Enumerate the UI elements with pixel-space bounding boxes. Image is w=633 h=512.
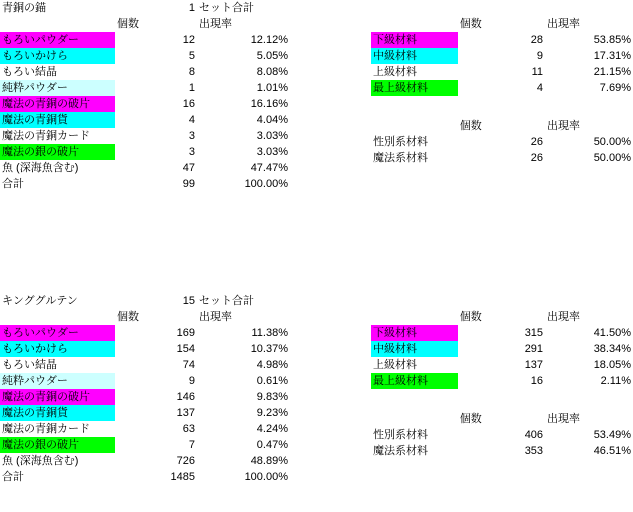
type-header-count: 個数 [459,119,482,132]
grade-name: 下級材料 [371,32,458,48]
total-rate: 100.00% [244,177,288,190]
item-name: 純粋パウダー [0,373,115,389]
table-row [0,80,371,96]
grade-name: 中級材料 [371,341,458,357]
type-rate: 50.00% [593,151,631,164]
item-rate: 48.89% [250,454,288,467]
item-count: 169 [176,326,195,339]
spacer-cell [290,144,371,160]
section-2-title: キンググルテン [2,294,78,307]
spacer-cell [290,469,371,485]
section-2-item-table [0,293,371,485]
type-name: 性別系材料 [373,428,428,441]
grade-count: 9 [536,49,544,62]
section-1-type-header-row [371,118,633,134]
item-count: 154 [176,342,195,355]
item-name: 魔法の青銅貨 [0,112,115,128]
spacer-cell [290,16,371,32]
section-1-item-table [0,0,371,192]
grade-name: 最上級材料 [371,80,458,96]
table-row-total [0,176,371,192]
table-row [371,32,633,48]
spacer-cell [290,112,371,128]
spacer-cell [290,128,371,144]
section-2-set-label: セット合計 [199,294,254,307]
type-header-rate: 出現率 [547,412,581,425]
item-count: 63 [182,422,195,435]
table-row [0,437,371,453]
section-1-set-label: セット合計 [199,1,254,14]
spacer-cell [371,118,458,134]
table-row [0,389,371,405]
spacer-row [371,0,633,16]
item-count: 8 [188,65,195,78]
type-name: 魔法系材料 [373,444,428,457]
section-1-header-count: 個数 [117,17,139,30]
type-header-count: 個数 [459,412,482,425]
section-2-header-rate: 出現率 [199,310,232,323]
grade-name: 最上級材料 [371,373,458,389]
type-name: 性別系材料 [373,135,428,148]
table-row [0,128,371,144]
item-rate: 4.24% [256,422,288,435]
spacer-cell [0,16,115,32]
item-rate: 16.16% [250,97,288,110]
table-row [371,48,633,64]
table-row [0,64,371,80]
item-name: もろいかけら [0,341,115,357]
table-row [0,48,371,64]
total-rate: 100.00% [244,470,288,483]
table-row [371,325,633,341]
item-rate: 4.04% [256,113,288,126]
spacer-cell [545,293,633,309]
item-name: 魔法の銀の破片 [0,144,115,160]
item-name: もろいパウダー [0,325,115,341]
type-count: 406 [524,428,544,441]
grade-rate: 2.11% [600,374,631,387]
spacer-cell [290,437,371,453]
table-row [371,373,633,389]
item-name: 魚 (深海魚含む) [2,454,79,467]
spacer-cell [290,357,371,373]
table-row [371,150,633,166]
item-name: 魚 (深海魚含む) [2,161,79,174]
grade-count: 291 [524,342,544,355]
item-count: 12 [182,33,195,46]
table-row [0,160,371,176]
section-2-grade-header-row [371,309,633,325]
table-row [0,453,371,469]
section-1-title: 青銅の錨 [2,1,46,14]
table-row [371,80,633,96]
table-row [0,325,371,341]
grade-count: 4 [536,81,544,94]
grade-rate: 53.85% [593,33,631,46]
spacer-cell [290,48,371,64]
table-row [0,341,371,357]
item-rate: 1.01% [256,81,288,94]
type-rate: 53.49% [593,428,631,441]
spacer-cell [290,176,371,192]
item-name: もろい結晶 [0,357,115,373]
spacer-cell [290,64,371,80]
item-rate: 5.05% [256,49,288,62]
table-row [371,443,633,459]
section-2-type-header-row [371,411,633,427]
spacer-cell [371,309,458,325]
spacer-cell [371,293,458,309]
grade-header-rate: 出現率 [547,17,581,30]
item-count: 137 [176,406,195,419]
item-count: 3 [188,145,195,158]
section-1-grade-table [371,0,633,96]
item-name: 魔法の青銅の破片 [0,96,115,112]
spacer-row [371,293,633,309]
spacer-cell [290,389,371,405]
grade-rate: 21.15% [593,65,631,78]
item-count: 47 [182,161,195,174]
grade-rate: 7.69% [599,81,631,94]
item-count: 4 [188,113,195,126]
section-1-set-count: 1 [188,1,195,14]
item-count: 16 [182,97,195,110]
total-count: 1485 [170,470,195,483]
grade-name: 下級材料 [371,325,458,341]
item-name: もろい結晶 [0,64,115,80]
table-row [371,427,633,443]
grade-name: 中級材料 [371,48,458,64]
type-rate: 46.51% [593,444,631,457]
item-name: 魔法の銀の破片 [0,437,115,453]
spacer-cell [290,405,371,421]
type-count: 353 [524,444,544,457]
item-rate: 0.61% [256,374,288,387]
grade-rate: 17.31% [593,49,631,62]
spacer-cell [290,341,371,357]
spacer-cell [290,80,371,96]
type-name: 魔法系材料 [373,151,428,164]
grade-header-rate: 出現率 [547,310,581,323]
section-1-header-rate: 出現率 [199,17,232,30]
section-1-grade-header-row [371,16,633,32]
item-count: 7 [188,438,195,451]
item-count: 9 [188,374,195,387]
table-row [0,96,371,112]
spacer-cell [290,453,371,469]
item-count: 3 [188,129,195,142]
section-2-grade-table [371,293,633,389]
item-name: 魔法の青銅の破片 [0,389,115,405]
item-rate: 47.47% [250,161,288,174]
item-count: 1 [188,81,195,94]
item-rate: 11.38% [251,326,288,339]
item-rate: 10.37% [250,342,288,355]
type-header-rate: 出現率 [547,119,581,132]
spacer-cell [290,32,371,48]
table-row [371,134,633,150]
spacer-cell [290,421,371,437]
type-count: 26 [530,151,544,164]
table-row [0,32,371,48]
section-2-header-row [0,309,371,325]
spacer-cell [290,309,371,325]
section-1-type-table [371,118,633,166]
grade-name: 上級材料 [371,357,458,373]
item-rate: 9.83% [256,390,288,403]
grade-count: 137 [524,358,544,371]
spacer-cell [290,96,371,112]
item-name: 純粋パウダー [0,80,115,96]
section-2-title-row [0,293,371,309]
total-label: 合計 [2,470,24,483]
spacer-cell [290,0,371,16]
section-2-header-count: 個数 [117,310,139,323]
spacer-cell [371,0,458,16]
section-1-header-row [0,16,371,32]
grade-header-count: 個数 [459,17,482,30]
spacer-cell [458,293,545,309]
spacer-cell [290,160,371,176]
table-row [0,373,371,389]
total-count: 99 [182,177,195,190]
grade-count: 11 [531,65,544,78]
table-row [371,64,633,80]
table-row [371,357,633,373]
grade-count: 16 [530,374,544,387]
table-row [371,341,633,357]
item-rate: 12.12% [250,33,288,46]
type-count: 26 [530,135,544,148]
item-count: 74 [182,358,195,371]
item-name: もろいパウダー [0,32,115,48]
grade-header-count: 個数 [459,310,482,323]
grade-rate: 38.34% [593,342,631,355]
section-2-set-count: 15 [182,294,195,307]
item-name: 魔法の青銅カード [0,128,115,144]
table-row [0,112,371,128]
spacer-cell [371,411,458,427]
grade-count: 28 [530,33,544,46]
spacer-cell [290,373,371,389]
table-row [0,405,371,421]
item-rate: 9.23% [256,406,288,419]
spacer-cell [290,293,371,309]
item-name: 魔法の青銅カード [0,421,115,437]
item-rate: 3.03% [256,129,288,142]
spacer-cell [458,0,545,16]
item-rate: 8.08% [256,65,288,78]
item-count: 726 [176,454,195,467]
spacer-cell [371,16,458,32]
spacer-cell [545,0,633,16]
section-1-title-row [0,0,371,16]
item-rate: 3.03% [256,145,288,158]
spacer-cell [290,325,371,341]
item-count: 5 [188,49,195,62]
item-name: もろいかけら [0,48,115,64]
spacer-cell [0,309,115,325]
type-rate: 50.00% [593,135,631,148]
item-rate: 4.98% [256,358,288,371]
grade-rate: 18.05% [593,358,631,371]
table-row [0,357,371,373]
table-row-total [0,469,371,485]
grade-count: 315 [524,326,544,339]
total-label: 合計 [2,177,24,190]
item-name: 魔法の青銅貨 [0,405,115,421]
grade-rate: 41.50% [593,326,631,339]
table-row [0,421,371,437]
grade-name: 上級材料 [371,64,458,80]
item-rate: 0.47% [256,438,288,451]
item-count: 146 [176,390,195,403]
table-row [0,144,371,160]
section-2-type-table [371,411,633,459]
